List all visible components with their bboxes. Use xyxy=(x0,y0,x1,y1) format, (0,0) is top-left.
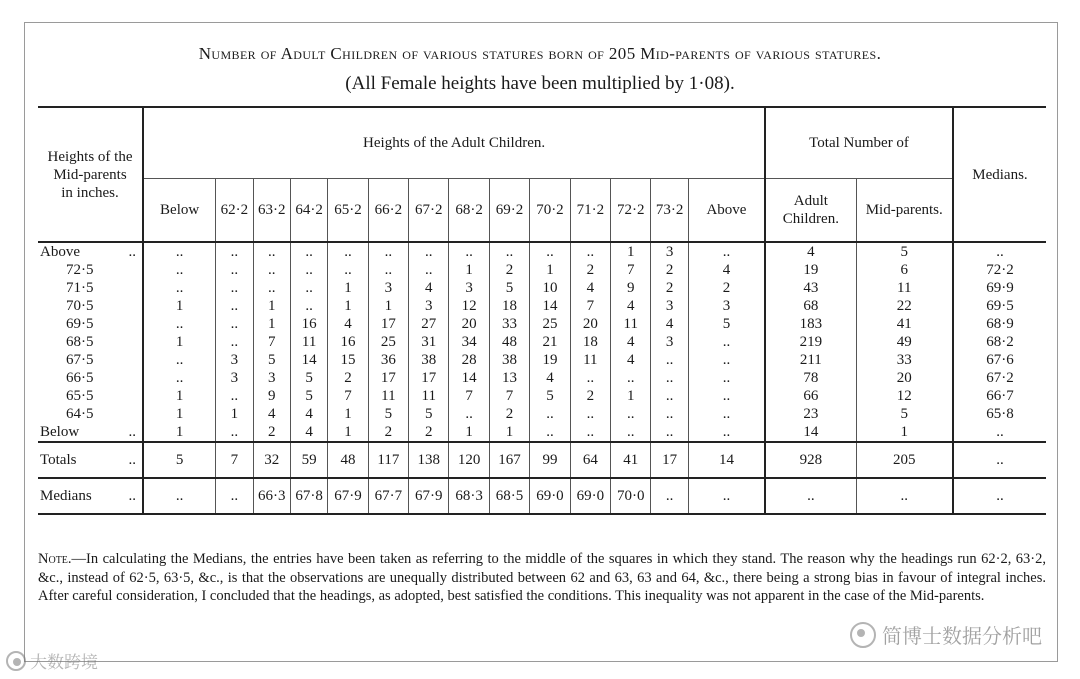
wechat-icon xyxy=(850,622,876,648)
table-cell: 2 xyxy=(368,423,408,442)
table-cell: 1 xyxy=(143,423,216,442)
table-cell: 4 xyxy=(611,351,651,369)
table-cell: .. xyxy=(688,423,765,442)
midparents-count: 22 xyxy=(856,297,953,315)
table-cell: .. xyxy=(688,387,765,405)
table-row xyxy=(38,242,1046,261)
median-value: 68·2 xyxy=(953,333,1046,351)
row-label-text: Medians xyxy=(40,488,92,504)
table-cell: .. xyxy=(409,242,449,261)
table-row xyxy=(38,261,1046,279)
table-cell: 70·0 xyxy=(611,478,651,514)
row-label-text: 64·5 xyxy=(66,406,94,422)
table-row xyxy=(38,351,1046,369)
adult-children-count: 19 xyxy=(765,261,856,279)
col-header: 69·2 xyxy=(489,179,529,243)
row-label xyxy=(38,423,143,442)
col-header: 68·2 xyxy=(449,179,489,243)
row-label-text: 71·5 xyxy=(66,280,94,296)
table-cell: .. xyxy=(216,333,253,351)
table-cell: 5 xyxy=(489,279,529,297)
footnote-lead: Note. xyxy=(38,551,72,567)
table-cell: 20 xyxy=(449,315,489,333)
row-label xyxy=(38,333,143,351)
table-cell: 67·9 xyxy=(409,478,449,514)
table-cell: 3 xyxy=(651,297,688,315)
table-row xyxy=(38,315,1046,333)
table-cell: 21 xyxy=(530,333,570,351)
table-subtitle: (All Female heights have been multiplied by 1·08). xyxy=(345,73,735,94)
table-cell: 14 xyxy=(530,297,570,315)
table-cell: .. xyxy=(409,261,449,279)
table-cell: 27 xyxy=(409,315,449,333)
col-header: 64·2 xyxy=(290,179,327,243)
table-cell: 36 xyxy=(368,351,408,369)
table-cell: .. xyxy=(489,242,529,261)
table-cell: .. xyxy=(688,351,765,369)
table-cell: 16 xyxy=(290,315,327,333)
adult-children-count: .. xyxy=(765,478,856,514)
table-cell: 3 xyxy=(449,279,489,297)
table-cell: 1 xyxy=(328,405,368,423)
col-header: 71·2 xyxy=(570,179,610,243)
table-cell: 7 xyxy=(611,261,651,279)
table-cell: 2 xyxy=(409,423,449,442)
table-cell: 5 xyxy=(530,387,570,405)
table-cell: 69·0 xyxy=(570,478,610,514)
col-header: 63·2 xyxy=(253,179,290,243)
table-cell: 17 xyxy=(651,442,688,478)
table-cell: .. xyxy=(253,261,290,279)
table-cell: .. xyxy=(143,315,216,333)
table-row xyxy=(38,423,1046,442)
table-cell: 2 xyxy=(570,387,610,405)
table-cell: .. xyxy=(530,242,570,261)
table-cell: 5 xyxy=(290,387,327,405)
table-cell: .. xyxy=(143,242,216,261)
table-cell: 7 xyxy=(216,442,253,478)
row-label xyxy=(38,387,143,405)
table-cell: 69·0 xyxy=(530,478,570,514)
table-cell: 2 xyxy=(253,423,290,442)
table-cell: 67·7 xyxy=(368,478,408,514)
median-value: .. xyxy=(953,423,1046,442)
row-label xyxy=(38,315,143,333)
table-cell: .. xyxy=(688,242,765,261)
table-cell: .. xyxy=(290,261,327,279)
table-cell: 4 xyxy=(570,279,610,297)
footnote-text: —In calculating the Medians, the entries have been taken as referring to the middle of the squares in which they stand. The reason why the headings run 62·2, 63·2, &c., instead of 62·5, 63·5, &c., is that the observations are unequally distributed between 62 and 63, 63 and 64, &c., there being a strong bias in favour of integral inches. After careful consideration, I concluded that the headings, as adopted, best satisfied the conditions. This inequality was not apparent in the case of the Mid-parents. xyxy=(38,551,1046,604)
table-cell: 2 xyxy=(651,261,688,279)
table-cell: 3 xyxy=(409,297,449,315)
midparents-count: 49 xyxy=(856,333,953,351)
footnote xyxy=(38,550,1046,606)
table-cell: .. xyxy=(290,242,327,261)
table-cell: .. xyxy=(449,242,489,261)
table-cell: .. xyxy=(216,387,253,405)
table-cell: 4 xyxy=(688,261,765,279)
table-cell: 14 xyxy=(290,351,327,369)
table-cell: .. xyxy=(143,369,216,387)
table-cell: 7 xyxy=(328,387,368,405)
table-row xyxy=(38,279,1046,297)
table-cell: 117 xyxy=(368,442,408,478)
table-cell: .. xyxy=(216,478,253,514)
table-cell: 7 xyxy=(489,387,529,405)
table-cell: 4 xyxy=(253,405,290,423)
midparents-count: 33 xyxy=(856,351,953,369)
table-cell: 5 xyxy=(368,405,408,423)
table-cell: 12 xyxy=(449,297,489,315)
adult-children-count: 183 xyxy=(765,315,856,333)
table-cell: 17 xyxy=(409,369,449,387)
table-cell: 68·5 xyxy=(489,478,529,514)
table-cell: .. xyxy=(368,242,408,261)
median-value: .. xyxy=(953,242,1046,261)
table-cell: 38 xyxy=(409,351,449,369)
table-row xyxy=(38,478,1046,514)
total-number-header: Total Number of xyxy=(765,107,953,179)
table-cell: .. xyxy=(216,315,253,333)
adult-children-count: 43 xyxy=(765,279,856,297)
table-cell: 2 xyxy=(489,261,529,279)
table-cell: 1 xyxy=(253,297,290,315)
row-label xyxy=(38,405,143,423)
watermark-right xyxy=(850,620,1042,649)
midparents-count: 41 xyxy=(856,315,953,333)
table-cell: .. xyxy=(651,423,688,442)
table-cell: 5 xyxy=(143,442,216,478)
midparents-count: 20 xyxy=(856,369,953,387)
table-cell: 25 xyxy=(368,333,408,351)
table-cell: 32 xyxy=(253,442,290,478)
median-value: 69·9 xyxy=(953,279,1046,297)
table-cell: .. xyxy=(143,351,216,369)
table-cell: 11 xyxy=(570,351,610,369)
row-label xyxy=(38,351,143,369)
table-row xyxy=(38,442,1046,478)
midparents-count: 205 xyxy=(856,442,953,478)
table-cell: 9 xyxy=(253,387,290,405)
adult-children-count: 23 xyxy=(765,405,856,423)
table-cell: 11 xyxy=(290,333,327,351)
table-cell: .. xyxy=(530,405,570,423)
table-cell: 1 xyxy=(253,315,290,333)
col-header: Above xyxy=(688,179,765,243)
table-cell: 1 xyxy=(530,261,570,279)
table-title: Number of Adult Children of various statures born of 205 Mid-parents of various statures. xyxy=(198,44,882,63)
table-cell: 1 xyxy=(611,242,651,261)
adult-children-header: Adult Children. xyxy=(765,179,856,243)
row-label-text: 70·5 xyxy=(66,298,94,314)
table-cell: .. xyxy=(216,423,253,442)
logo-icon xyxy=(6,651,26,671)
table-cell: .. xyxy=(611,369,651,387)
table-cell: 31 xyxy=(409,333,449,351)
table-cell: 138 xyxy=(409,442,449,478)
table-cell: .. xyxy=(688,333,765,351)
table-cell: 3 xyxy=(651,333,688,351)
table-cell: .. xyxy=(570,242,610,261)
table-cell: 17 xyxy=(368,315,408,333)
median-value: .. xyxy=(953,478,1046,514)
table-cell: .. xyxy=(611,405,651,423)
table-cell: .. xyxy=(570,423,610,442)
row-label xyxy=(38,279,143,297)
col-header: 70·2 xyxy=(530,179,570,243)
table-cell: 1 xyxy=(328,423,368,442)
children-header: Heights of the Adult Children. xyxy=(143,107,765,179)
table-cell: 4 xyxy=(611,333,651,351)
table-cell: 4 xyxy=(409,279,449,297)
table-cell: 67·8 xyxy=(290,478,327,514)
median-value: 67·2 xyxy=(953,369,1046,387)
table-cell: .. xyxy=(449,405,489,423)
table-cell: 3 xyxy=(253,369,290,387)
row-label-dots: .. xyxy=(128,488,137,504)
table-cell: 28 xyxy=(449,351,489,369)
table-cell: 68·3 xyxy=(449,478,489,514)
midparents-count: 12 xyxy=(856,387,953,405)
row-label-text: 66·5 xyxy=(66,370,94,386)
col-header: 66·2 xyxy=(368,179,408,243)
table-cell: 15 xyxy=(328,351,368,369)
table-cell: 5 xyxy=(688,315,765,333)
table-cell: 5 xyxy=(290,369,327,387)
row-label xyxy=(38,369,143,387)
table-cell: 7 xyxy=(253,333,290,351)
row-label-text: 72·5 xyxy=(66,262,94,278)
watermark-left-text: 大数跨境 xyxy=(30,653,98,673)
galton-height-table xyxy=(38,106,1046,515)
row-label xyxy=(38,442,143,478)
table-cell: 1 xyxy=(143,405,216,423)
table-cell: .. xyxy=(290,297,327,315)
row-label-dots: .. xyxy=(128,244,137,260)
table-cell: 3 xyxy=(688,297,765,315)
col-header: 72·2 xyxy=(611,179,651,243)
midparents-count: 5 xyxy=(856,405,953,423)
table-cell: 4 xyxy=(328,315,368,333)
median-value: 72·2 xyxy=(953,261,1046,279)
table-cell: .. xyxy=(530,423,570,442)
table-cell: 2 xyxy=(688,279,765,297)
table-cell: .. xyxy=(688,478,765,514)
col-header: 65·2 xyxy=(328,179,368,243)
table-cell: 66·3 xyxy=(253,478,290,514)
adult-children-count: 219 xyxy=(765,333,856,351)
row-label-text: Totals xyxy=(40,452,77,468)
table-cell: .. xyxy=(253,279,290,297)
table-cell: 2 xyxy=(570,261,610,279)
table-cell: 20 xyxy=(570,315,610,333)
table-cell: .. xyxy=(143,261,216,279)
table-row xyxy=(38,369,1046,387)
table-cell: .. xyxy=(651,405,688,423)
table-cell: .. xyxy=(688,405,765,423)
table-cell: .. xyxy=(651,369,688,387)
table-cell: 1 xyxy=(143,297,216,315)
table-cell: .. xyxy=(216,279,253,297)
median-value: .. xyxy=(953,442,1046,478)
table-cell: 4 xyxy=(651,315,688,333)
adult-children-count: 928 xyxy=(765,442,856,478)
table-cell: 5 xyxy=(253,351,290,369)
table-cell: 3 xyxy=(216,351,253,369)
row-label-text: Above xyxy=(40,244,80,260)
table-cell: .. xyxy=(216,242,253,261)
adult-children-count: 211 xyxy=(765,351,856,369)
table-cell: 59 xyxy=(290,442,327,478)
table-cell: .. xyxy=(651,351,688,369)
table-cell: 1 xyxy=(449,423,489,442)
table-cell: 38 xyxy=(489,351,529,369)
row-label xyxy=(38,242,143,261)
table-cell: 13 xyxy=(489,369,529,387)
table-cell: 33 xyxy=(489,315,529,333)
table-cell: 1 xyxy=(611,387,651,405)
adult-children-count: 66 xyxy=(765,387,856,405)
median-value: 65·8 xyxy=(953,405,1046,423)
table-cell: 2 xyxy=(651,279,688,297)
table-cell: 5 xyxy=(409,405,449,423)
table-cell: 1 xyxy=(449,261,489,279)
table-cell: 7 xyxy=(570,297,610,315)
table-cell: .. xyxy=(216,261,253,279)
table-row xyxy=(38,405,1046,423)
row-label-text: 65·5 xyxy=(66,388,94,404)
table-cell: 1 xyxy=(368,297,408,315)
table-cell: 48 xyxy=(328,442,368,478)
table-cell: .. xyxy=(143,279,216,297)
table-cell: 11 xyxy=(368,387,408,405)
table-cell: 19 xyxy=(530,351,570,369)
row-label-dots: .. xyxy=(128,452,137,468)
table-row xyxy=(38,333,1046,351)
table-cell: 25 xyxy=(530,315,570,333)
row-label-text: 69·5 xyxy=(66,316,94,332)
row-label-text: 67·5 xyxy=(66,352,94,368)
table-cell: 10 xyxy=(530,279,570,297)
midparent-header: Heights of the Mid-parents in inches. xyxy=(47,148,133,201)
table-cell: 11 xyxy=(611,315,651,333)
table-row xyxy=(38,387,1046,405)
midparents-count: 11 xyxy=(856,279,953,297)
table-cell: 1 xyxy=(143,333,216,351)
row-label-text: 68·5 xyxy=(66,334,94,350)
midparents-count: .. xyxy=(856,478,953,514)
table-cell: 1 xyxy=(216,405,253,423)
table-cell: 4 xyxy=(611,297,651,315)
row-label-dots: .. xyxy=(128,424,137,440)
watermark-right-text: 简博士数据分析吧 xyxy=(882,624,1042,648)
median-value: 68·9 xyxy=(953,315,1046,333)
table-cell: 67·9 xyxy=(328,478,368,514)
table-cell: 1 xyxy=(143,387,216,405)
table-cell: .. xyxy=(328,261,368,279)
table-cell: 9 xyxy=(611,279,651,297)
table-row xyxy=(38,297,1046,315)
table-cell: 18 xyxy=(570,333,610,351)
row-label xyxy=(38,261,143,279)
table-cell: 14 xyxy=(449,369,489,387)
table-cell: .. xyxy=(290,279,327,297)
table-cell: 4 xyxy=(290,423,327,442)
table-cell: 3 xyxy=(368,279,408,297)
table-cell: 16 xyxy=(328,333,368,351)
median-value: 67·6 xyxy=(953,351,1046,369)
table-cell: .. xyxy=(216,297,253,315)
table-cell: .. xyxy=(328,242,368,261)
table-cell: .. xyxy=(611,423,651,442)
table-cell: 17 xyxy=(368,369,408,387)
table-cell: .. xyxy=(651,478,688,514)
table-cell: 120 xyxy=(449,442,489,478)
watermark-left xyxy=(6,648,98,673)
midparents-count-header: Mid-parents. xyxy=(856,179,953,243)
table-cell: 18 xyxy=(489,297,529,315)
table-cell: 41 xyxy=(611,442,651,478)
table-cell: .. xyxy=(253,242,290,261)
table-cell: .. xyxy=(688,369,765,387)
table-cell: 4 xyxy=(290,405,327,423)
table-cell: 1 xyxy=(489,423,529,442)
table-cell: 2 xyxy=(489,405,529,423)
col-header: Below xyxy=(143,179,216,243)
table-cell: 48 xyxy=(489,333,529,351)
table-cell: 99 xyxy=(530,442,570,478)
table-cell: .. xyxy=(570,369,610,387)
table-cell: 1 xyxy=(328,297,368,315)
adult-children-count: 68 xyxy=(765,297,856,315)
table-cell: .. xyxy=(143,478,216,514)
table-body xyxy=(38,242,1046,514)
table-cell: 34 xyxy=(449,333,489,351)
midparents-count: 6 xyxy=(856,261,953,279)
column-header-row xyxy=(38,179,1046,243)
midparents-count: 5 xyxy=(856,242,953,261)
table-cell: 4 xyxy=(530,369,570,387)
table-cell: .. xyxy=(651,387,688,405)
table-cell: 7 xyxy=(449,387,489,405)
midparents-count: 1 xyxy=(856,423,953,442)
medians-header: Medians. xyxy=(953,107,1046,242)
median-value: 69·5 xyxy=(953,297,1046,315)
table-cell: 3 xyxy=(216,369,253,387)
row-label-text: Below xyxy=(40,424,80,440)
table-cell: 3 xyxy=(651,242,688,261)
table-cell: .. xyxy=(368,261,408,279)
table-cell: .. xyxy=(570,405,610,423)
col-header: 73·2 xyxy=(651,179,688,243)
col-header: 62·2 xyxy=(216,179,253,243)
table-cell: 167 xyxy=(489,442,529,478)
col-header: 67·2 xyxy=(409,179,449,243)
table-cell: 11 xyxy=(409,387,449,405)
table-cell: 64 xyxy=(570,442,610,478)
table-cell: 1 xyxy=(328,279,368,297)
adult-children-count: 14 xyxy=(765,423,856,442)
median-value: 66·7 xyxy=(953,387,1046,405)
adult-children-count: 4 xyxy=(765,242,856,261)
row-label xyxy=(38,297,143,315)
row-label xyxy=(38,478,143,514)
table-cell: 14 xyxy=(688,442,765,478)
adult-children-count: 78 xyxy=(765,369,856,387)
table-cell: 2 xyxy=(328,369,368,387)
